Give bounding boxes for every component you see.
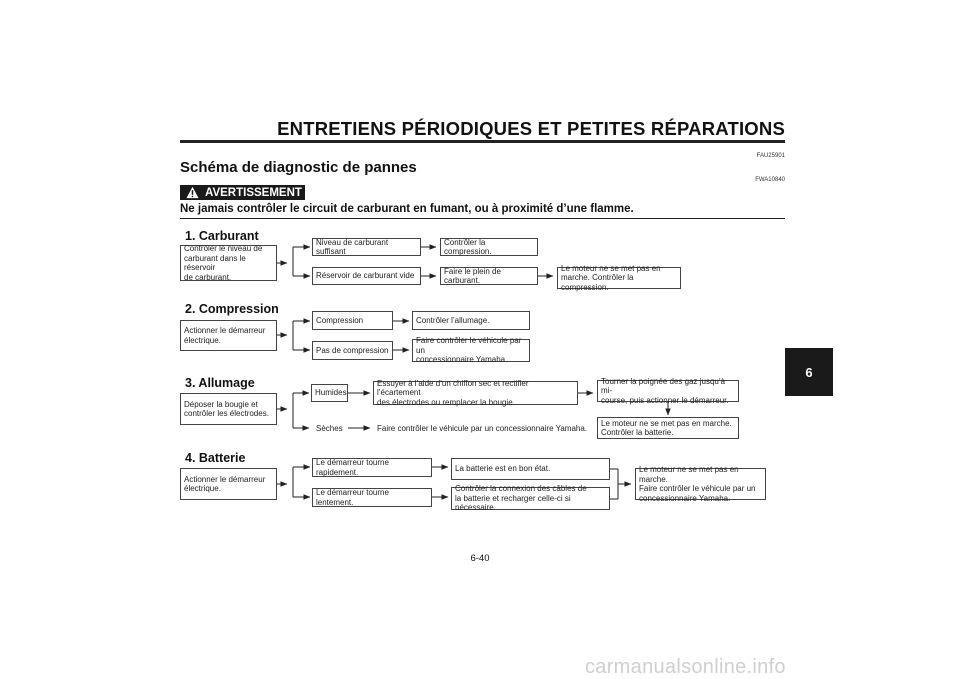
box-compression-ok: Compression [312, 311, 393, 330]
heading-fuel: 1. Carburant [185, 229, 259, 243]
box-compression-none: Pas de compression [312, 341, 393, 360]
box-compression-check: Actionner le démarreur électrique. [180, 320, 277, 351]
box-battery-slow-action: Contrôler la connexion des câbles de la batterie et recharger celle-ci si nécessaire. [451, 487, 610, 510]
warning-text: Ne jamais contrôler le circuit de carburant en fumant, ou à proximité d’une flamme. [180, 203, 634, 215]
box-ignition-wet-result: Le moteur ne se met pas en marche. Contrôler la batterie. [597, 417, 739, 439]
heading-compression: 2. Compression [185, 302, 279, 316]
box-fuel-empty-action: Faire le plein de carburant. [440, 267, 538, 285]
section-title: Schéma de diagnostic de pannes [180, 159, 417, 176]
box-fuel-ok-action: Contrôler la compression. [440, 238, 538, 256]
box-compression-none-action: Faire contrôler le véhicule par un concessionnaire Yamaha. [412, 339, 530, 362]
box-battery-check: Actionner le démarreur électrique. [180, 468, 277, 500]
box-battery-slow: Le démarreur tourne lentement. [312, 488, 432, 507]
warning-label: AVERTISSEMENT [205, 186, 302, 199]
heading-battery: 4. Batterie [185, 451, 246, 465]
box-ignition-wet-next: Tourner la poignée des gaz jusqu’à mi- course, puis actionner le démarreur. [597, 380, 739, 402]
box-fuel-empty: Réservoir de carburant vide [312, 267, 421, 285]
box-fuel-check: Contrôler le niveau de carburant dans le réservoir de carburant. [180, 245, 277, 281]
box-battery-fast-result: La batterie est en bon état. [451, 458, 610, 480]
box-ignition-wet: Humides [311, 384, 348, 402]
box-fuel-empty-result: Le moteur ne se met pas en marche. Contrôler la compression. [557, 267, 681, 289]
heading-ignition: 3. Allumage [185, 376, 255, 390]
box-battery-final: Le moteur ne se met pas en marche. Faire contrôler le véhicule par un concessionnaire Yamaha. [635, 468, 766, 500]
page-number: 6-40 [470, 553, 490, 564]
box-battery-fast: Le démarreur tourne rapidement. [312, 458, 432, 477]
box-ignition-check: Déposer la bougie et contrôler les électrodes. [180, 393, 277, 425]
box-ignition-wet-action: Essuyer à l’aide d’un chiffon sec et rectifier l’écartement des électrodes ou remplacer la bougie. [373, 381, 578, 405]
chapter-tab: 6 [785, 348, 833, 396]
section-code: FAU25901 [756, 153, 785, 159]
page-title: ENTRETIENS PÉRIODIQUES ET PETITES RÉPARATIONS [277, 118, 785, 139]
label-ignition-dry: Sèches [316, 424, 343, 433]
watermark: carmanualsonline.info [585, 656, 786, 678]
box-fuel-ok: Niveau de carburant suffisant [312, 238, 421, 256]
box-compression-ok-action: Contrôler l’allumage. [412, 311, 530, 330]
label-ignition-dry-action: Faire contrôler le véhicule par un concessionnaire Yamaha. [377, 424, 588, 433]
warning-code: FWA10840 [755, 177, 785, 183]
